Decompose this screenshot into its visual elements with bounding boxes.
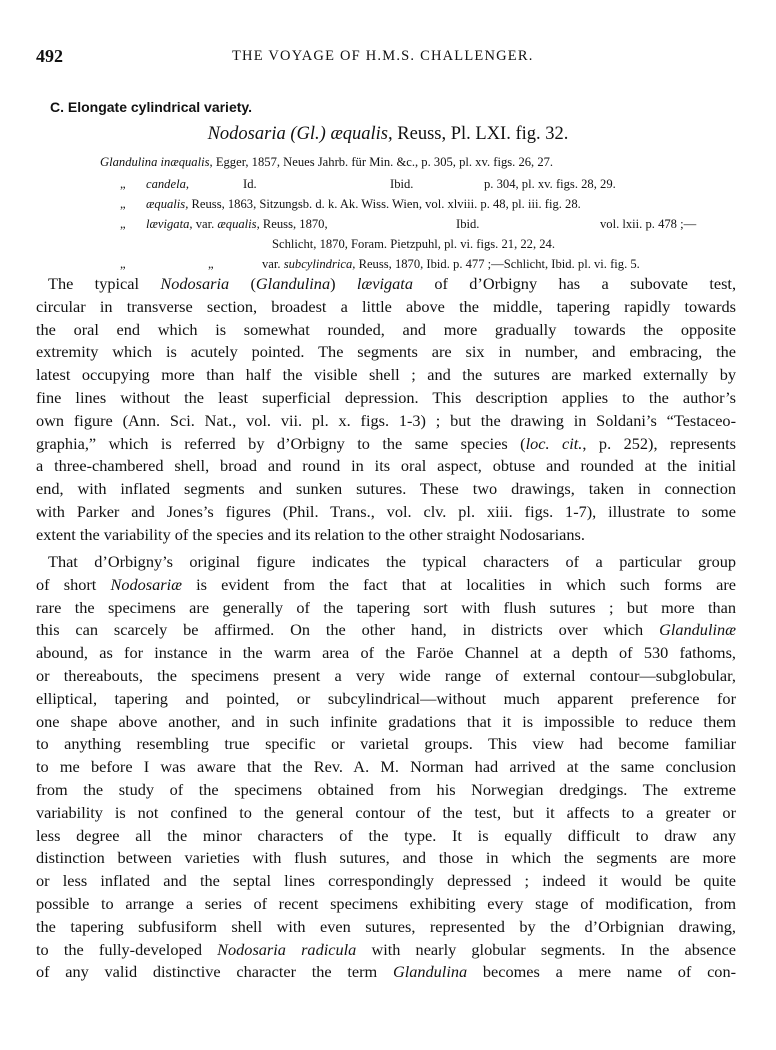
synonym-name: æqualis, [146,197,189,211]
synonym-author: Id. [243,177,257,191]
text-run: , p. 252), represents [582,433,736,453]
species-genus: Nodosaria [207,124,286,144]
synonym-line [262,256,640,272]
text-line [36,665,736,688]
synonym-author: Reuss, 1870, [262,217,328,231]
ditto-mark: „ [120,217,126,231]
text-line [36,916,736,939]
italic-run: lævigata [356,274,413,293]
ditto-mark: „ [208,257,214,271]
page-header [36,46,736,70]
synonym-reference: Reuss, 1863, Sitzungsb. d. k. Ak. Wiss. Wien, vol. xlviii. p. 48, pl. iii. fig. 28. [191,197,581,211]
paragraph-2 [36,551,736,984]
text-line [36,273,736,296]
text-line [36,574,736,597]
text-line [36,597,736,620]
text-line [36,939,736,962]
ditto-mark: „ [120,257,126,271]
text-line [36,779,736,802]
text-line [36,733,736,756]
synonymy-entry [100,154,553,170]
text-run: distinction between varieties with flush sutures, and those in which the segments are more [36,848,736,868]
text-line [36,387,736,410]
species-subgenus: (Gl.) [290,124,326,144]
section-subheading: C. Elongate cylindrical variety. [50,99,253,115]
text-run: to me before I was aware that the Rev. A. M. Norman had arrived at the same conclusion [36,757,736,777]
synonym-var: var. [195,217,215,231]
text-run: graphia,” which is referred by d’Orbigny to the same species ( [36,433,526,453]
ditto-mark: „ [120,177,126,191]
text-line [36,619,736,642]
text-run: of short [36,574,111,594]
synonym-name: candela, [146,177,190,191]
text-run: or less inflated and the septal lines correspondingly depressed ; indeed it would be quite [36,871,736,891]
text-line [36,551,736,574]
text-run: to the fully-developed [36,939,218,959]
text-line [36,711,736,734]
text-run: circular in transverse section, broadest a little above the middle, tapering rapidly towards [36,296,736,316]
text-line [36,410,736,433]
text-run: becomes a mere name of con- [467,962,736,982]
synonym-name: Glandulina inæqualis, [100,155,213,169]
synonym-name: lævigata, [146,217,193,231]
text-line [36,296,736,319]
italic-run: Glandulina [255,274,331,293]
italic-run: Nodosaria radicula [217,939,357,959]
text-run: own figure (Ann. Sci. Nat., vol. vii. pl. x. figs. 1-3) ; but the drawing in Soldani’s “Testaceo- [36,410,736,430]
text-run: to anything resembling true specific or varietal groups. This view had become familiar [36,734,736,754]
text-run: fine lines without the least superficial depression. This description applies to the author’s [36,387,736,407]
text-line [36,364,736,387]
synonym-var-name: æqualis, [217,217,260,231]
italic-run: Glandulinæ [659,620,736,640]
text-run: the oral end which is somewhat rounded, and more gradually towards the opposite [36,319,736,339]
text-run: extent the variability of the species and its relation to the other straight Nodosarians. [36,524,585,544]
synonym-reference: vol. lxii. p. 478 ;— [600,217,697,231]
text-run: extremity which is acutely pointed. The segments are six in number, and embracing, the [36,342,736,362]
text-line [36,893,736,916]
synonym-line [146,216,328,232]
text-run: with nearly globular segments. In the absence [356,939,736,959]
text-line [36,478,736,501]
text-run: one shape above another, and in such infinite gradations that it is impossible to reduce them [36,711,736,731]
text-line [36,524,736,547]
text-run: elliptical, tapering and pointed, or subcylindrical—without much apparent preference for [36,688,736,708]
text-line [36,501,736,524]
text-line [36,802,736,825]
text-run: the tapering subfusiform shell with even sutures, represented by the d’Orbignian drawing, [36,916,736,936]
text-run: from the study of the specimens obtained from his Norwegian dredgings. The extreme [36,779,736,799]
text-run: That d’Orbigny’s original figure indicates the typical characters of a particular group [48,552,736,571]
text-line [36,642,736,665]
species-author: Reuss, Pl. LXI. fig. 32. [397,124,569,144]
text-line [36,319,736,342]
text-run: ( [229,274,256,293]
species-title [0,124,776,145]
text-run: The typical [48,274,161,293]
text-run: or thereabouts, the specimens present a very wide range of external contour—subglobular, [36,665,736,685]
page-number: 492 [36,46,63,66]
text-line [36,455,736,478]
italic-run: Nodosariæ [110,574,182,594]
text-line [36,341,736,364]
text-run: a three-chambered shell, broad and round in its oral aspect, obtuse and rounded at the initial [36,456,736,476]
text-run: of d’Orbigny has a subovate test, [412,274,736,293]
text-run: of any valid distinctive character the term [36,962,393,982]
text-run: end, with inflated segments and sunken sutures. These two drawings, taken in connection [36,479,736,499]
text-line [36,433,736,456]
text-line [36,825,736,848]
italic-run: loc. cit. [525,433,583,453]
text-run: possible to arrange a series of recent specimens exhibiting every stage of modification, from [36,893,736,913]
text-run: less degree all the minor characters of the type. It is equally difficult to draw any [36,825,736,845]
species-name: æqualis, [330,124,393,144]
text-line [36,870,736,893]
synonym-reference: p. 304, pl. xv. figs. 28, 29. [484,177,616,191]
text-run: with Parker and Jones’s figures (Phil. Trans., vol. clv. pl. xiii. figs. 1-7), illustrate to some [36,501,736,521]
text-run: is evident from the fact that at localities in which such forms are [181,574,736,594]
synonym-ibid: Ibid. [456,217,480,231]
text-run: rare the specimens are generally of the tapering sort with flush sutures ; but more than [36,597,736,617]
synonymy-continuation: Schlicht, 1870, Foram. Pietzpuhl, pl. vi. figs. 21, 22, 24. [272,237,555,251]
text-run: latest occupying more than half the visible shell ; and the sutures are marked externally by [36,365,736,385]
text-line [36,961,736,984]
text-line [36,756,736,779]
text-run: abound, as for instance in the warm area of the Faröe Channel at a depth of 530 fathoms, [36,643,736,663]
text-run: ) [330,274,357,293]
text-run: variability is not confined to the general contour of the test, but it affects to a greater or [36,802,736,822]
synonym-line [146,196,581,212]
italic-run: Glandulina [392,962,468,982]
ditto-mark: „ [120,197,126,211]
synonym-name: subcylindrica, [283,257,356,271]
synonym-reference: Egger, 1857, Neues Jahrb. für Min. &c., p. 305, pl. xv. figs. 26, 27. [215,155,554,169]
text-line [36,688,736,711]
text-line [36,847,736,870]
synonym-reference: Reuss, 1870, Ibid. p. 477 ;—Schlicht, Ibid. pl. vi. fig. 5. [358,257,640,271]
paragraph-1 [36,273,736,547]
synonym-var: var. [262,257,281,271]
text-run: this can scarcely be affirmed. On the other hand, in districts over which [36,620,660,640]
running-head: THE VOYAGE OF H.M.S. CHALLENGER. [232,48,534,64]
italic-run: Nodosaria [160,274,230,293]
synonym-ibid: Ibid. [390,177,414,191]
